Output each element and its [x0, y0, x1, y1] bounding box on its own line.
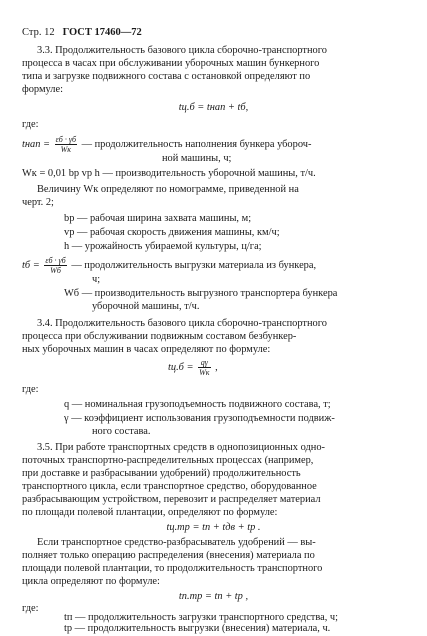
section-3-3-line-3: типа и загрузке подвижного состава с остановкой определяют по: [22, 71, 311, 82]
section-3-5-line-3: при доставке и разбрасывании удобрений) продолжительность: [22, 468, 301, 479]
section-3-3-line-2: процесса в часах при обслуживании уборочных машин бункерного: [22, 58, 320, 69]
tnap-desc-1: — продолжительность наполнения бункера убороч-: [81, 138, 312, 150]
def-tr: tр — продолжительность выгрузки (внесения) материала, ч.: [64, 623, 331, 634]
section-3-5-line-5: разбрасывающим устройством, перевозит и распределяет материал: [22, 494, 321, 505]
def-q: q — номинальная грузоподъемность подвижного состава, т;: [64, 399, 331, 410]
formula-tptr: tп.тр = tп + tр ,: [178, 591, 249, 602]
tnap-lhs: tнап =: [22, 138, 51, 150]
tb-lhs: tб =: [22, 259, 40, 271]
def-gamma-2: ного состава.: [92, 426, 151, 437]
section-3-5-line-7: Если транспортное средство-разбрасыватель удобрений — вы-: [37, 537, 316, 548]
section-3-4-line-2: процесса при обслуживании подвижным составом безбункер-: [22, 331, 297, 342]
formula-tctr: tц.тр = tп + tдв + tр .: [166, 522, 261, 533]
section-3-3-line-4: формуле:: [22, 84, 63, 95]
def-wb-1: Wб — производительность выгрузного транспортера бункера: [64, 288, 338, 299]
formula-3-4-fraction: [198, 358, 210, 377]
page-header: [22, 26, 142, 40]
def-vp: vр — рабочая скорость движения машины, км/ч;: [64, 227, 280, 238]
tb-numerator: εб · γб: [45, 256, 66, 265]
formula-3-4-denominator: Wк: [199, 368, 210, 377]
value-text-2: черт. 2;: [22, 197, 54, 208]
where-label-3: где:: [22, 603, 39, 614]
section-3-5-line-6: по площади полевой плантации, определяют по формуле:: [22, 507, 278, 518]
where-label-1: где:: [22, 119, 39, 130]
where-label-2: где:: [22, 384, 39, 395]
wk-equation: Wк = 0,01 bр vр h — производительность уборочной машины, т/ч.: [22, 168, 316, 179]
section-3-5-line-4: транспортного цикла, если транспортное средство, оборудованное: [22, 481, 317, 492]
def-tp: tп — продолжительность загрузки транспортного средства, ч;: [64, 612, 339, 623]
page-number: Стр. 12: [22, 27, 55, 38]
tb-desc-2: ч;: [92, 274, 101, 285]
formula-3-4-numerator: qγ: [198, 358, 210, 368]
formula-3-4-lhs: tц.б =: [168, 361, 194, 373]
standard-number: ГОСТ 17460—72: [62, 27, 142, 38]
tnap-fraction: [55, 135, 77, 154]
section-3-4-line-1: 3.4. Продолжительность базового цикла сборочно-транспортного: [37, 318, 327, 329]
formula-3-4-tail: ,: [215, 361, 218, 373]
section-3-5-line-8: полняет только операцию распределения (внесения) материала по: [22, 550, 315, 561]
tnap-numerator: εб · γб: [55, 135, 77, 144]
def-gamma-1: γ — коэффициент использования грузоподъемности подвиж-: [64, 413, 335, 424]
section-3-5-line-10: цикла определяют по формуле:: [22, 576, 160, 587]
section-3-5-line-1: 3.5. При работе транспортных средств в однопозиционных одно-: [37, 442, 325, 453]
def-h: h — урожайность убираемой культуры, ц/га;: [64, 241, 262, 252]
formula-tb: [22, 256, 316, 275]
tb-desc-1: — продолжительность выгрузки материала из бункера,: [71, 259, 317, 271]
def-wb-2: уборочной машины, т/ч.: [92, 301, 200, 312]
tb-fraction: [44, 256, 66, 275]
tnap-denominator: Wк: [60, 145, 72, 154]
tb-denominator: Wб: [50, 266, 61, 275]
tnap-desc-2: ной машины, ч;: [162, 153, 232, 164]
value-text-1: Величину Wк определяют по номограмме, приведенной на: [37, 184, 299, 195]
formula-tcb: tц.б = tнап + tб,: [178, 102, 249, 113]
formula-tcb-3-4: [168, 358, 218, 377]
def-bp: bр — рабочая ширина захвата машины, м;: [64, 213, 252, 224]
section-3-5-line-2: поточных транспортно-распределительных процессах (например,: [22, 455, 314, 466]
section-3-4-line-3: ных уборочных машин в часах определяют по формуле:: [22, 344, 271, 355]
section-3-5-line-9: площади полевой плантации, то продолжительность транспортного: [22, 563, 323, 574]
section-3-3-line-1: 3.3. Продолжительность базового цикла сборочно-транспортного: [37, 45, 327, 56]
